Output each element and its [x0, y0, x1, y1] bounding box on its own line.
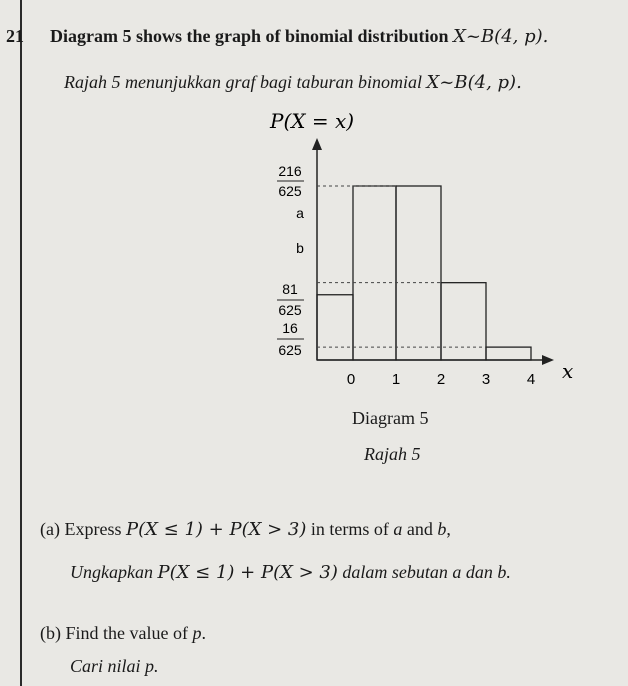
part-a-comma: , [446, 519, 451, 539]
y-tick-216-625 [277, 163, 304, 199]
tick-denominator: 625 [278, 342, 302, 358]
part-b-dot: . [201, 623, 206, 643]
part-a-and: and [402, 519, 438, 539]
part-a-ms-and: dan [461, 562, 498, 582]
bars-group [317, 186, 531, 360]
part-a-ms-var-a: a [452, 562, 462, 582]
question-number: 21 [6, 26, 24, 46]
x-tick-3: 3 [481, 371, 491, 388]
intro-english-math: X~B(4, p). [453, 26, 549, 47]
part-a-var-a: a [393, 519, 403, 539]
part-a-text-mid: in terms of [306, 519, 394, 539]
chart-axes [312, 138, 554, 365]
x-tick-0: 0 [346, 371, 356, 388]
bar-x-2 [396, 186, 441, 360]
intro-malay [64, 72, 522, 93]
part-a-var-b: b [437, 519, 447, 539]
caption-malay: Rajah 5 [364, 444, 421, 464]
part-b-malay [70, 656, 159, 677]
x-tick-labels [347, 371, 535, 388]
y-axis-label: P(X = x) [270, 109, 355, 133]
bar-x-0 [317, 295, 353, 360]
part-a-ms-prefix: Ungkapkan [70, 562, 158, 582]
intro-english-text: Diagram 5 shows the graph of binomial distribution [50, 26, 454, 46]
caption-english: Diagram 5 [352, 408, 429, 428]
tick-numerator: 81 [282, 281, 298, 297]
intro-english [50, 26, 548, 47]
x-tick-2: 2 [436, 371, 446, 388]
part-a-english [40, 519, 451, 540]
part-a-math: P(X ≤ 1) + P(X > 3) [125, 519, 307, 540]
bar-x-1 [353, 186, 396, 360]
intro-malay-math: X~B(4, p). [426, 72, 522, 93]
part-a-label: (a) [40, 519, 60, 539]
tick-denominator: 625 [278, 183, 302, 199]
part-a-text-prefix: Express [64, 519, 126, 539]
part-b-label: (b) [40, 623, 61, 643]
bar-x-3 [441, 283, 486, 360]
tick-denominator: 625 [278, 302, 302, 318]
x-tick-4: 4 [526, 371, 536, 388]
part-a-ms-math: P(X ≤ 1) + P(X > 3) [157, 562, 338, 583]
part-a-ms-var-b: b [497, 562, 507, 582]
intro-malay-text: Rajah 5 menunjukkan graf bagi taburan binomial [64, 72, 427, 92]
y-tick-b: b [296, 240, 304, 256]
tick-numerator: 16 [282, 320, 298, 336]
part-b-english [40, 623, 206, 644]
part-a-malay [70, 562, 511, 583]
binomial-bar-chart [0, 100, 628, 500]
x-tick-1: 1 [391, 371, 401, 388]
part-b-var-p: p [192, 623, 202, 643]
tick-numerator: 216 [278, 163, 302, 179]
y-tick-81-625 [277, 281, 304, 318]
part-b-text: Find the value of [65, 623, 193, 643]
y-tick-16-625 [277, 320, 304, 358]
bar-x-4 [486, 347, 531, 360]
y-tick-a: a [296, 205, 304, 221]
part-a-ms-dot: . [506, 562, 511, 582]
part-b-ms-var-p: p [145, 656, 155, 676]
part-b-ms-text: Cari nilai [70, 656, 146, 676]
part-b-ms-dot: . [154, 656, 159, 676]
part-a-ms-mid: dalam sebutan [337, 562, 453, 582]
x-axis-label: x [562, 359, 574, 383]
